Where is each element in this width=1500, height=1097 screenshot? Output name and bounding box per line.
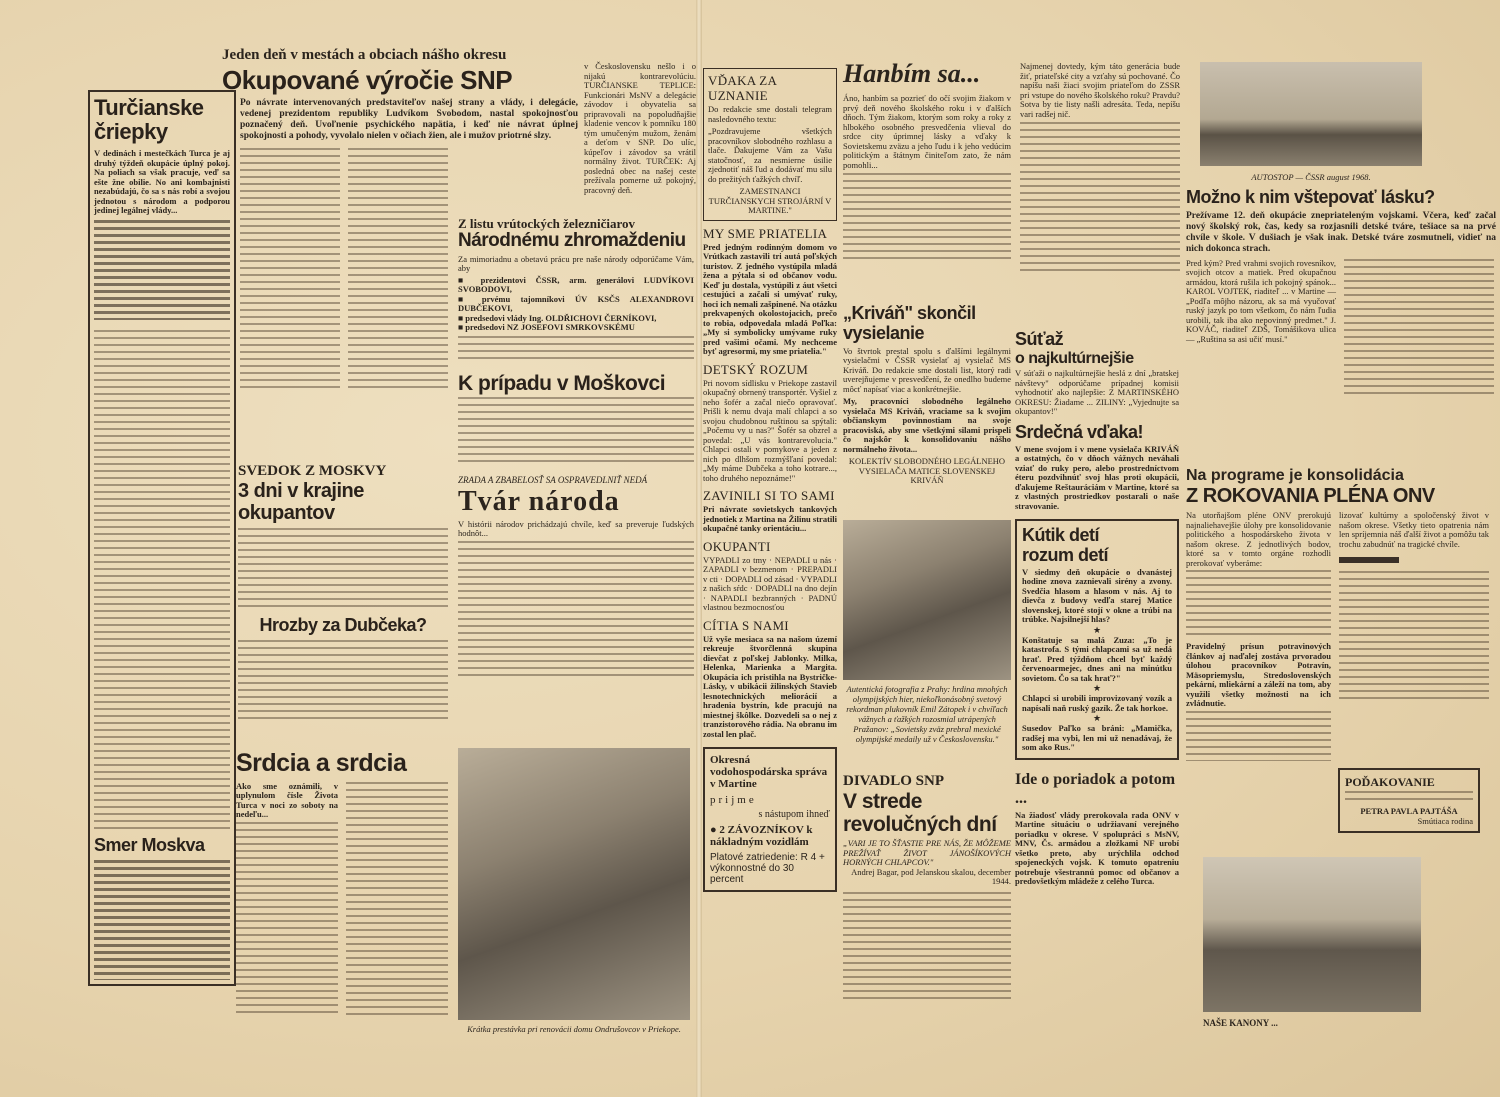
ad-start: s nástupom ihneď — [758, 809, 830, 820]
ad-position: ● 2 ZÁVOZNÍKOV k nákladným vozidlám — [710, 824, 813, 848]
page-fold — [696, 0, 702, 1097]
sub-headline: Hrozby za Dubčeka? — [259, 615, 427, 635]
section-text: Pri novom sídlisku v Priekope zastavil okupačný obrnený transportér. Vyšiel z neho šofér a začal niečo opravovať. Prišli k nemu dvaja malí chlapci a so svojou chudobnou ruštinou sa spýtali: „Počemu vy u nas?" Šofér sa obzrel a povedal: „U vás kontrarevolucia." Chlapci ostali v pomykove a jeden z nich po dlhšom rozmýšľaní povedal: „My máme Dubčeka a toho kotrare..., toho druhého nepoznáme!" — [703, 377, 837, 483]
article-narodnemu-zhromazdeniu — [458, 216, 694, 364]
name: PETRA PAVLA PAJTÁŠA — [1360, 806, 1458, 816]
article-mozno-k-nim-vstepovat-lasku — [1186, 188, 1496, 399]
headline: „Kriváň" skončil vysielanie — [843, 303, 976, 343]
section-heading: CÍTIA S NAMI — [703, 617, 789, 633]
lead-text: Za mimoriadnu a obetavú prácu pre naše národy odporúčame Vám, aby — [458, 253, 694, 274]
section-text: Pred jedným rodinným domom vo Vrútkach zastavili tri autá poľských turistov. Z jedného vystúpila mladá žena a pýtala si od občanov vodu. Keď ju dostala, vystúpili z áut všetci cestujúci a začali si umývať ruky, hoci ich nemali zašpinené. Na otázku prekvapených okolostojacich, prečo to robia, odpovedala mladá Poľka: „My si symbolicky umývame ruky pred vašimi očami. My nechceme byť agresormi, my sme priatelia." — [703, 241, 837, 356]
body-text-lines — [458, 541, 694, 681]
section-zavinili-si-to-sami — [703, 483, 837, 534]
joke: Susedov Paľko sa bráni: „Mamička, radšej ma vybi, len mi už nenadávaj, že som ako Rus." — [1022, 723, 1172, 753]
article-hanbim-sa-continued — [1020, 62, 1180, 272]
headline: V strede revolučných dní — [843, 790, 997, 837]
star-divider: ★ — [1092, 624, 1102, 635]
list-item: ■ predsedovi vlády Ing. OLDŘICHOVI ČERNÍKOVI, — [458, 312, 657, 323]
section-detsky-rozum — [703, 357, 837, 484]
star-divider: ★ — [1092, 713, 1102, 724]
section-heading: MY SME PRIATELIA — [703, 225, 828, 241]
lead-text: V dedinách i mestečkách Turca je aj druhý týždeň okupácie úplný pokoj. Na poliach sa však pracuje, veď sa ešte žne obilie. No ani kombajnisti nezabúdajú, čo sa s nás robí a svojou jednotou s národom a podporou jedinej legálnej vlády... — [94, 148, 230, 216]
box-vdaka-za-uznanie — [703, 68, 837, 221]
section-text: VYPADLI zo tmy · NEPADLI u nás · ZAPADLI v bezmenom · PREPADLI v cti · DOPADLI od zásad · VYPADLI z našich sŕdc · DOPADLI na dno dejín · NAPADLI bezbranných · PADNÚ vlastnou bezmocnosťou — [703, 554, 837, 612]
list-item-text: prezidentovi ČSSR, arm. generálovi LUDVÍKOVI SVOBODOVI, — [458, 274, 694, 295]
kicker: SVEDOK Z MOSKVY — [238, 463, 387, 479]
lead-text: V histórii národov prichádzajú chvíle, keď sa preveruje ľudských hodnôt... — [458, 518, 694, 539]
joke: Chlapci si urobili improvizovaný vozík a napísali naň ruský gazík. Že tak horkoe. — [1022, 693, 1172, 713]
body-text-lines — [236, 822, 338, 1018]
headline: K prípadu v Moškovci — [458, 371, 666, 395]
side-text: v Československu nešlo i o nijakú kontrarevolúciu. TURČIANSKE TEPLICE: Funkcionári MsNV a delegácie závodov i obyvatelia sa pripravovali na popoludňajšie kladenie vencov k pomníku 180 tým umučeným mužom, ženám a deťom v SNP. Do ulíc, kúpeľov i závodov sa vrátil normálny život. TURČEK: Aj posledná obec na našej ceste prežívala pomerne už pokojný, pracovný deň. — [584, 61, 696, 195]
body-text-lines — [1339, 571, 1489, 701]
headline: Ide o poriadok a potom ... — [1015, 770, 1176, 807]
section-heading: DETSKÝ ROZUM — [703, 361, 809, 377]
section-heading: ZAVINILI SI TO SAMI — [703, 488, 835, 503]
photo-caption: Krátka prestávka pri renovácii domu Ondrušovcov v Priekope. — [467, 1024, 681, 1034]
body-text-lines — [1020, 122, 1180, 272]
lead-text: Áno, hanbím sa pozrieť do očí svojim žiakom v prvý deň nového školského roku i v ďalších dňoch. Tým žiakom, ktorým som roky a roky z hlbokého osobného presvedčenia vlieval do srdce city úprimnej lásky a vďaky k Sovietskemu zväzu a jeho ľudu i k jeho vedúcim politickým a štátnym činiteľom zato, že nám pomohli... — [843, 93, 1011, 170]
body-text-lines — [458, 397, 694, 467]
photo-caption: AUTOSTOP — ČSSR august 1968. — [1251, 172, 1371, 182]
sub-headline: Smer Moskva — [94, 834, 205, 855]
body-text-lines — [1344, 259, 1494, 399]
photo-zatopek-prague — [843, 520, 1011, 680]
body-text-lines — [238, 640, 448, 724]
body-text: My, pracovníci slobodného legálneho vysielača MS Kriváň, vraciame sa k svojim občianskym povinnostiam na svoje pracoviská, aby sme všetkými silami prispeli čo najskôr k konsolidovaniu nášho normálneho života... — [843, 396, 1011, 454]
article-k-pripadu-v-moskovci — [458, 372, 694, 467]
headline: Z ROKOVANIA PLÉNA ONV — [1186, 485, 1435, 507]
section-my-sme-priatelia — [703, 221, 837, 357]
body-text: V súťaži o najkultúrnejšie heslá z dní „bratskej návštevy" odporúčame prípadnej komisii vyhodnotiť ako najlepšie: Z MARTINSKÉHO OKRESU: Žiadame ... ZILINY: „Vyjednujte sa okupantov!" — [1015, 368, 1179, 417]
headline: 3 dni v krajine okupantov — [238, 480, 364, 524]
body-text-lines — [238, 528, 448, 612]
lead-text: Prežívame 12. deň okupácie znepriateleným vojskami. Včera, keď začal nový školský rok, čas, kedy sa rozjasnili detské tváre, tešiace sa na prvé chvíle v škole. V dušiach je však inak. Detské tváre zosmutneli, vidieť na nich dokonca strach. — [1186, 210, 1496, 254]
list-item-text: prvému tajomníkovi ÚV KSČS ALEXANDROVI DUBČEKOVI, — [458, 293, 694, 314]
family: Smútiaca rodina — [1417, 815, 1473, 826]
body-text-lines — [1345, 791, 1473, 805]
kicker: ZRADA A ZBABELOSŤ SA OSPRAVEDLNIŤ NEDÁ — [458, 474, 648, 485]
continued-text: Najmenej dovtedy, kým táto generácia bude žiť, priateľské city a vzťahy sú pochované. Čo napíšu naši žiaci svojim priateľom do ZSSR pri vstupe do nového školského roku? Pravdu? Sotva by tie listy našli adresáta. Teda, nepíšu vari radšej nič. — [1020, 61, 1180, 119]
photo-caption: NAŠE KANONY ... — [1203, 1018, 1278, 1028]
body-text-lines — [843, 892, 1011, 1002]
body-text: V siedmy deň okupácie o dvanástej hodine znova zaznievali sirény a zvony. Svedčia hlasom a hlasom v nás. Aj to dievča z budovy vedľa starej Matice slovenskej, ktoré stojí v okne a trúbi na trúbke. Najsilnejší hlas? — [1022, 566, 1172, 625]
body-text: V mene svojom i v mene vysielača KRIVÁŇ a ostatných, čo v dňoch vážnych neváhali vziať do ruky pero, alebo prostredníctvom éteru pozdvihnúť svoj hlas proti okupácii, ďakujeme Reštauráciám v Martine, ktoré sa z vlastných prostriedkov postarali o naše stravovanie. — [1015, 443, 1179, 511]
article-sutaz — [1015, 330, 1179, 417]
kicker: Z listu vrútockých železničiarov — [458, 216, 636, 231]
ad-position-text: 2 ZÁVOZNÍKOV k nákladným vozidlám — [710, 824, 813, 848]
signature: ZAMESTNANCI TURČIANSKYCH STROJÁRNÍ V MARTINE." — [708, 186, 832, 215]
body-text-lines — [1186, 711, 1331, 761]
box-kutik-deti — [1015, 519, 1179, 760]
article-srdcia-a-srdcia — [236, 750, 450, 1020]
kicker: Jeden deň v mestách a obciach nášho okresu — [222, 47, 507, 63]
lead-text: Ako sme oznámili, v uplynulom čísle Života Turca v noci zo soboty na nedeľu... — [236, 780, 338, 819]
section-text: Už vyše mesiaca sa na našom území rekreuje štvorčlenná skupina dievčat z poľskej Jablonky. Milka, Helenka, Marienka a Margita. Okupácia ich pristihla na Bystričke-Lásky, v ubikácii žilinských Stavieb lesnotechnických meliorácií a hradenia bystrín, kde pracujú na miestnej škôlke. Dozvedeli sa o nej z tranzistorového rádia. Na obranu im zostal len plač. — [703, 633, 837, 739]
ad-organization: Okresná vodohospodárska správa v Martine — [710, 754, 828, 790]
headline-line-2: rozum detí — [1022, 544, 1109, 565]
article-hanbim-sa — [843, 58, 1011, 263]
joke: Konštatuje sa malá Zuza: „To je katastrofa. S tými chlapcami sa už nedá hrať. Pred týždňom chcel byť každý červenoarmejec, dnes ani na minútku sovietom. Čo sa tak hrať?" — [1022, 634, 1172, 683]
headline: Tvár národa — [458, 485, 620, 517]
body-text-lines — [240, 148, 340, 393]
headline-line-2: o najkultúrnejšie — [1015, 349, 1134, 367]
article-krivan-skoncil-vysielanie — [843, 304, 1011, 486]
lead-text: Po návrate intervenovaných predstaviteľov našej strany a vlády, i delegácie, vedenej prezidentom republiky Ludvíkom Svobodom, nastal spokojnosťou poznačený deň. Uvoľnenie psychického napätia, i keď nie návrat úplnej spokojnosti a pohody, vyvolalo nielen v očiach žien, ale i mužov priotrné slzy. — [240, 97, 578, 141]
photo-house-renovation — [458, 748, 690, 1020]
list-item: ■ prvému tajomníkovi ÚV KSČS ALEXANDROVI DUBČEKOVI, — [458, 293, 694, 314]
article-turcianske-criepky — [88, 90, 236, 986]
headline: POĎAKOVANIE — [1345, 775, 1435, 789]
ad-salary: Platové zatriedenie: R 4 + výkonnostné do 30 percent — [710, 852, 825, 885]
body-text-lines — [346, 782, 448, 1020]
column-short-news — [703, 68, 837, 892]
body-text-lines — [94, 220, 230, 320]
headline: Možno k nim vštepovať lásku? — [1186, 187, 1435, 207]
kicker: DIVADLO SNP — [843, 773, 944, 789]
article-tvar-naroda — [458, 475, 694, 681]
headline: Hanbím sa... — [843, 59, 981, 88]
body-text-lines — [1186, 570, 1331, 640]
body-text-lines — [843, 173, 1011, 263]
list-item: ■ prezidentovi ČSSR, arm. generálovi LUDVÍKOVI SVOBODOVI, — [458, 274, 694, 295]
quote: „VARI JE TO ŠŤASTIE PRE NÁS, ŽE MÔŽEME PREŽÍVAŤ ŽIVOT JÁNOŠÍKOVÝCH HORNÝCH CHLAPCOV." — [843, 838, 1011, 868]
point-text: Pravidelný prísun potravinových článkov aj naďalej zostáva prvoradou úlohou pracovníkov Potravín, Mäsopriemyslu, Stredoslovenských pekární, mliekární a záleží na tom, aby využili všetky možnosti na ich zvládnutie. — [1186, 641, 1331, 708]
section-heading: OKUPANTI — [703, 538, 771, 554]
photo-tank — [1200, 62, 1422, 166]
article-z-rokovania-plena-onv — [1186, 466, 1496, 761]
column-middle-left-page — [458, 216, 694, 681]
box-podakovanie — [1338, 768, 1480, 833]
lead-text: Na utorňajšom pléne ONV prerokujú najnaliehavejšie úlohy pre konsolidovanie politického a hospodárskeho života v našom okrese. Z jednotlivých bodov, ktoré sa v tomto orgáne rozhodli prerokovať vyberáme: — [1186, 510, 1331, 568]
headline: Turčianske čriepky — [94, 95, 204, 145]
headline-okupovane-vyrocie: Okupované výročie SNP — [222, 65, 513, 95]
body-text: Na žiadosť vlády prerokovala rada ONV v Martine situáciu o udržiavaní verejného poriadku v okrese. V spolupráci s MsNV, MNV, Čs. armádou a zložkami NF urobí všetko preto, aby urýchlila odchod spojeneckých vojsk. K tomuto opatreniu potrebuje všestrannú pomoc od občanov a predovšetkým mládeže z celého Turca. — [1015, 809, 1179, 887]
headline: Súťaž — [1015, 329, 1064, 349]
photo-combine-harvester — [1203, 857, 1421, 1012]
body-text: Pred kým? Pred vrahmi svojich rovesníkov, svojich otcov a matiek. Pred okupačnou armádou, ktorá rušila ich pokojný spánok... KAROL VOJTEK, riaditeľ ... v Martine — „Podľa môjho názoru, ak sa má vyučovať ruský jazyk po tom všetkom, čo nám ľudia urobili, tak iba ako nepovinný predmet." J. KOVÁČ, riaditeľ ZDŠ, Tomášikova ulica — „Ruština sa asi učiť musí." — [1186, 257, 1336, 344]
article-v-strede-revolucnych-dni — [843, 772, 1011, 1002]
body-text-lines — [94, 330, 230, 830]
right-text: lizovať kultúrny a spoločenský život v našom okrese. Všetky tieto opatrenia nám len spríjemnia náš ďalší život a pomôžu tak trochu zabudnúť na tragické chvíle. — [1339, 510, 1489, 549]
quote-text: „Pozdravujeme všetkých pracovníkov slobodného rozhlasu a tlače. Ďakujeme Vám za Vašu statočnosť, za nesmierne úsilie zjednotiť náš ľud a dodávať mu silu do prežitých ťažkých chvíľ. — [708, 126, 832, 184]
column-right-small — [1015, 330, 1179, 887]
signature: KOLEKTÍV SLOBODNÉHO LEGÁLNEHO VYSIELAČA MATICE SLOVENSKEJ KRIVÁŇ — [848, 456, 1006, 486]
divider — [1339, 557, 1399, 563]
body-text-lines — [94, 860, 230, 980]
quote-author: Andrej Bagar, pod Jelanskou skalou, december 1944. — [851, 866, 1011, 887]
article-3-dni-v-krajine-okupantov — [238, 462, 448, 724]
job-advertisement — [703, 747, 837, 892]
headline: Srdečná vďaka! — [1015, 421, 1144, 442]
list-item: ■ predsedovi NZ JOSEFOVI SMRKOVSKÉMU — [458, 322, 635, 333]
lead-text: Vo štvrtok prestal spolu s ďalšími legálnymi vysielačmi v ČSSR vysielať aj vysielač MS Kriváň. Do redakcie sme dostali list, ktorý radi uverejňujeme v presvedčení, že onedlho budeme môcť napísať viac a konkrétnejšie. — [843, 345, 1011, 394]
section-citia-s-nami — [703, 613, 837, 740]
headline: VĎAKA ZA UZNANIE — [708, 73, 777, 103]
article-ide-o-poriadok — [1015, 770, 1179, 887]
list-item-text: predsedovi NZ JOSEFOVI SMRKOVSKÉMU — [465, 322, 635, 333]
ad-verb: prijme — [710, 794, 757, 806]
body-text-lines — [348, 148, 448, 393]
section-text: Pri návrate sovietskych tankových jednotiek z Martina na Žilinu stratili okupačné tanky orientáciu... — [703, 504, 837, 533]
intro-text: Do redakcie sme dostali telegram nasledovného textu: — [708, 104, 832, 124]
star-divider: ★ — [1092, 683, 1102, 694]
list-item-text: predsedovi vlády Ing. OLDŘICHOVI ČERNÍKOVI, — [465, 312, 657, 323]
section-okupanti — [703, 534, 837, 613]
article-srdecna-vdaka — [1015, 423, 1179, 511]
headline: Kútik detí — [1022, 525, 1100, 546]
photo-caption: Autentická fotografia z Prahy: hrdina mnohých olympijských hier, niekoľkonásobný svetový rekordman plukovník Emil Zátopek i v chvíľach vážnych a ťažkých rozosmial utrápených Pražanov: „Sovietsky zväz prebral mexické olympijské medaily už v Československu." — [846, 684, 1008, 744]
article-okupovane-continued — [584, 62, 696, 195]
headline: Národnému zhromaždeniu — [458, 230, 686, 251]
kicker: Na programe je konsolidácia — [1186, 467, 1404, 484]
body-text-lines — [458, 336, 694, 364]
headline: Srdcia a srdcia — [236, 749, 407, 777]
